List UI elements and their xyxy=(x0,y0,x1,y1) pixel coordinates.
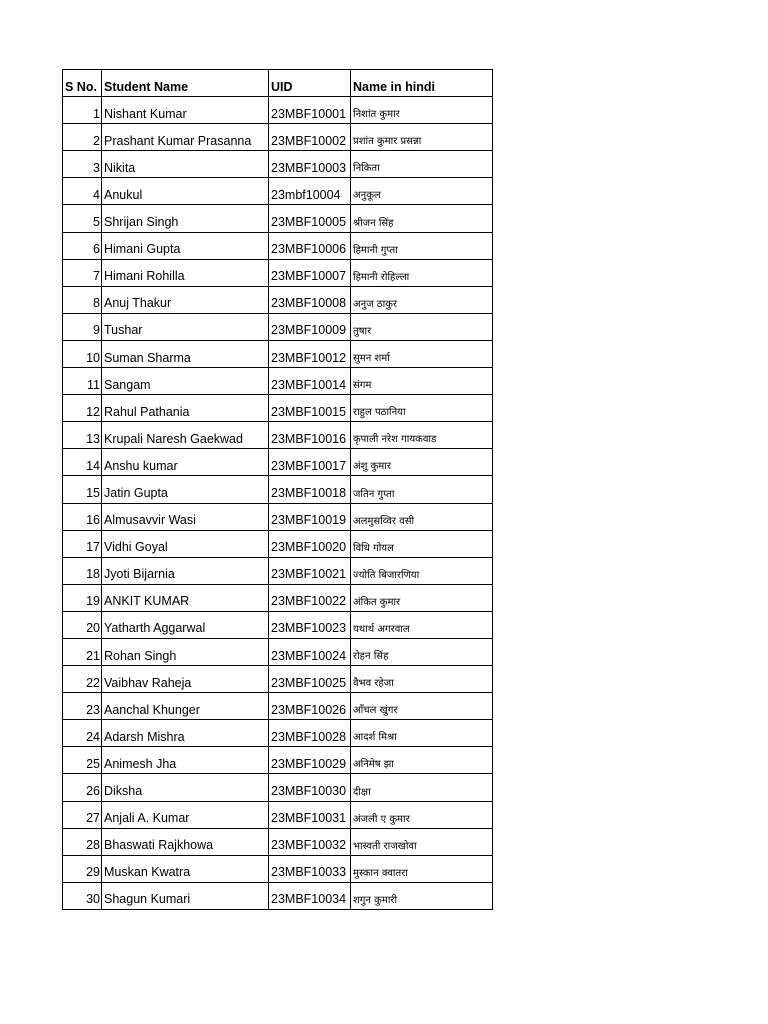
cell-student-name: Yatharth Aggarwal xyxy=(102,611,269,638)
cell-sno: 5 xyxy=(63,205,102,232)
table-row xyxy=(63,449,493,476)
table-body xyxy=(63,97,493,910)
cell-name-in-hindi: अनुज ठाकुर xyxy=(351,286,493,313)
cell-student-name: Adarsh Mishra xyxy=(102,720,269,747)
cell-name-in-hindi: सुमन शर्मा xyxy=(351,340,493,367)
cell-student-name: Jyoti Bijarnia xyxy=(102,557,269,584)
table-row xyxy=(63,178,493,205)
table-row xyxy=(63,124,493,151)
table-row xyxy=(63,313,493,340)
table-row xyxy=(63,368,493,395)
cell-name-in-hindi: भास्वती राजखोवा xyxy=(351,828,493,855)
cell-uid: 23MBF10015 xyxy=(269,395,351,422)
table-row xyxy=(63,557,493,584)
cell-student-name: Prashant Kumar Prasanna xyxy=(102,124,269,151)
header-student-name: Student Name xyxy=(102,70,269,97)
cell-uid: 23MBF10016 xyxy=(269,422,351,449)
table-row xyxy=(63,693,493,720)
student-table xyxy=(62,69,493,910)
cell-sno: 3 xyxy=(63,151,102,178)
cell-student-name: Almusavvir Wasi xyxy=(102,503,269,530)
cell-student-name: Rahul Pathania xyxy=(102,395,269,422)
cell-uid: 23MBF10031 xyxy=(269,801,351,828)
cell-name-in-hindi: जतिन गुप्ता xyxy=(351,476,493,503)
cell-name-in-hindi: निशांत कुमार xyxy=(351,97,493,124)
cell-name-in-hindi: शगुन कुमारी xyxy=(351,882,493,909)
cell-name-in-hindi: निकिता xyxy=(351,151,493,178)
table-row xyxy=(63,801,493,828)
cell-student-name: Shrijan Singh xyxy=(102,205,269,232)
cell-name-in-hindi: अनुकूल xyxy=(351,178,493,205)
cell-uid: 23MBF10001 xyxy=(269,97,351,124)
cell-sno: 10 xyxy=(63,340,102,367)
table-row xyxy=(63,232,493,259)
table-row xyxy=(63,422,493,449)
cell-student-name: Shagun Kumari xyxy=(102,882,269,909)
table-row xyxy=(63,666,493,693)
table-row xyxy=(63,882,493,909)
cell-sno: 7 xyxy=(63,259,102,286)
cell-name-in-hindi: यथार्थ अगरवाल xyxy=(351,611,493,638)
cell-uid: 23MBF10006 xyxy=(269,232,351,259)
cell-sno: 14 xyxy=(63,449,102,476)
cell-sno: 11 xyxy=(63,368,102,395)
cell-student-name: Vaibhav Raheja xyxy=(102,666,269,693)
cell-uid: 23MBF10026 xyxy=(269,693,351,720)
cell-uid: 23MBF10024 xyxy=(269,638,351,665)
cell-student-name: Muskan Kwatra xyxy=(102,855,269,882)
table-row xyxy=(63,259,493,286)
cell-uid: 23MBF10009 xyxy=(269,313,351,340)
cell-name-in-hindi: हिमानी गुप्ता xyxy=(351,232,493,259)
cell-sno: 27 xyxy=(63,801,102,828)
cell-uid: 23MBF10023 xyxy=(269,611,351,638)
cell-student-name: Bhaswati Rajkhowa xyxy=(102,828,269,855)
cell-uid: 23MBF10012 xyxy=(269,340,351,367)
cell-uid: 23MBF10022 xyxy=(269,584,351,611)
cell-sno: 9 xyxy=(63,313,102,340)
cell-name-in-hindi: राहुल पठानिया xyxy=(351,395,493,422)
cell-sno: 29 xyxy=(63,855,102,882)
cell-name-in-hindi: अंकित कुमार xyxy=(351,584,493,611)
cell-uid: 23MBF10034 xyxy=(269,882,351,909)
cell-sno: 26 xyxy=(63,774,102,801)
cell-sno: 25 xyxy=(63,747,102,774)
cell-student-name: Anshu kumar xyxy=(102,449,269,476)
cell-name-in-hindi: तुषार xyxy=(351,313,493,340)
cell-student-name: Tushar xyxy=(102,313,269,340)
table-row xyxy=(63,855,493,882)
cell-name-in-hindi: श्रीजन सिंह xyxy=(351,205,493,232)
cell-uid: 23MBF10028 xyxy=(269,720,351,747)
cell-uid: 23MBF10007 xyxy=(269,259,351,286)
table-row xyxy=(63,530,493,557)
cell-sno: 21 xyxy=(63,638,102,665)
table-row xyxy=(63,97,493,124)
cell-name-in-hindi: आँचल खुंगर xyxy=(351,693,493,720)
cell-name-in-hindi: अलमुसव्विर वसी xyxy=(351,503,493,530)
cell-name-in-hindi: दीक्षा xyxy=(351,774,493,801)
cell-name-in-hindi: अंशु कुमार xyxy=(351,449,493,476)
cell-name-in-hindi: वैभव रहेजा xyxy=(351,666,493,693)
cell-student-name: Animesh Jha xyxy=(102,747,269,774)
cell-name-in-hindi: प्रशांत कुमार प्रसन्ना xyxy=(351,124,493,151)
table-row xyxy=(63,205,493,232)
cell-sno: 20 xyxy=(63,611,102,638)
cell-uid: 23MBF10033 xyxy=(269,855,351,882)
cell-student-name: Nishant Kumar xyxy=(102,97,269,124)
cell-sno: 15 xyxy=(63,476,102,503)
cell-uid: 23MBF10018 xyxy=(269,476,351,503)
cell-sno: 28 xyxy=(63,828,102,855)
cell-uid: 23MBF10003 xyxy=(269,151,351,178)
cell-uid: 23mbf10004 xyxy=(269,178,351,205)
header-sno: S No. xyxy=(63,70,102,97)
cell-student-name: Anukul xyxy=(102,178,269,205)
header-name-in-hindi: Name in hindi xyxy=(351,70,493,97)
table-row xyxy=(63,774,493,801)
cell-name-in-hindi: अनिमेष झा xyxy=(351,747,493,774)
cell-uid: 23MBF10021 xyxy=(269,557,351,584)
cell-uid: 23MBF10032 xyxy=(269,828,351,855)
table-row xyxy=(63,503,493,530)
cell-sno: 17 xyxy=(63,530,102,557)
table-row xyxy=(63,828,493,855)
cell-uid: 23MBF10002 xyxy=(269,124,351,151)
table-row xyxy=(63,720,493,747)
table-row xyxy=(63,638,493,665)
cell-student-name: Sangam xyxy=(102,368,269,395)
table-row xyxy=(63,611,493,638)
cell-uid: 23MBF10025 xyxy=(269,666,351,693)
cell-student-name: Aanchal Khunger xyxy=(102,693,269,720)
cell-sno: 2 xyxy=(63,124,102,151)
cell-sno: 30 xyxy=(63,882,102,909)
table-row xyxy=(63,476,493,503)
cell-sno: 22 xyxy=(63,666,102,693)
header-uid: UID xyxy=(269,70,351,97)
cell-uid: 23MBF10017 xyxy=(269,449,351,476)
table-header-row xyxy=(63,70,493,97)
cell-sno: 18 xyxy=(63,557,102,584)
cell-student-name: Krupali Naresh Gaekwad xyxy=(102,422,269,449)
cell-name-in-hindi: मुस्कान क्वातरा xyxy=(351,855,493,882)
cell-name-in-hindi: आदर्श मिश्रा xyxy=(351,720,493,747)
cell-student-name: Himani Gupta xyxy=(102,232,269,259)
cell-name-in-hindi: कृपाली नरेश गायकवाड xyxy=(351,422,493,449)
cell-sno: 13 xyxy=(63,422,102,449)
cell-student-name: Jatin Gupta xyxy=(102,476,269,503)
cell-uid: 23MBF10014 xyxy=(269,368,351,395)
cell-uid: 23MBF10008 xyxy=(269,286,351,313)
cell-sno: 4 xyxy=(63,178,102,205)
cell-student-name: Anjali A. Kumar xyxy=(102,801,269,828)
cell-uid: 23MBF10020 xyxy=(269,530,351,557)
table-row xyxy=(63,286,493,313)
cell-name-in-hindi: अंजली ए कुमार xyxy=(351,801,493,828)
cell-uid: 23MBF10029 xyxy=(269,747,351,774)
cell-name-in-hindi: संगम xyxy=(351,368,493,395)
cell-uid: 23MBF10005 xyxy=(269,205,351,232)
cell-student-name: Suman Sharma xyxy=(102,340,269,367)
cell-sno: 16 xyxy=(63,503,102,530)
cell-student-name: Rohan Singh xyxy=(102,638,269,665)
cell-student-name: ANKIT KUMAR xyxy=(102,584,269,611)
table-row xyxy=(63,747,493,774)
cell-uid: 23MBF10019 xyxy=(269,503,351,530)
cell-student-name: Himani Rohilla xyxy=(102,259,269,286)
cell-student-name: Nikita xyxy=(102,151,269,178)
cell-sno: 1 xyxy=(63,97,102,124)
cell-sno: 23 xyxy=(63,693,102,720)
cell-name-in-hindi: हिमानी रोहिल्ला xyxy=(351,259,493,286)
cell-student-name: Diksha xyxy=(102,774,269,801)
cell-sno: 12 xyxy=(63,395,102,422)
cell-sno: 8 xyxy=(63,286,102,313)
cell-sno: 19 xyxy=(63,584,102,611)
table-row xyxy=(63,340,493,367)
cell-uid: 23MBF10030 xyxy=(269,774,351,801)
cell-name-in-hindi: ज्योति बिजारणिया xyxy=(351,557,493,584)
table-row xyxy=(63,584,493,611)
table-row xyxy=(63,395,493,422)
cell-student-name: Vidhi Goyal xyxy=(102,530,269,557)
cell-sno: 6 xyxy=(63,232,102,259)
table-row xyxy=(63,151,493,178)
cell-sno: 24 xyxy=(63,720,102,747)
cell-name-in-hindi: रोहन सिंह xyxy=(351,638,493,665)
cell-student-name: Anuj Thakur xyxy=(102,286,269,313)
cell-name-in-hindi: विधि गोयल xyxy=(351,530,493,557)
